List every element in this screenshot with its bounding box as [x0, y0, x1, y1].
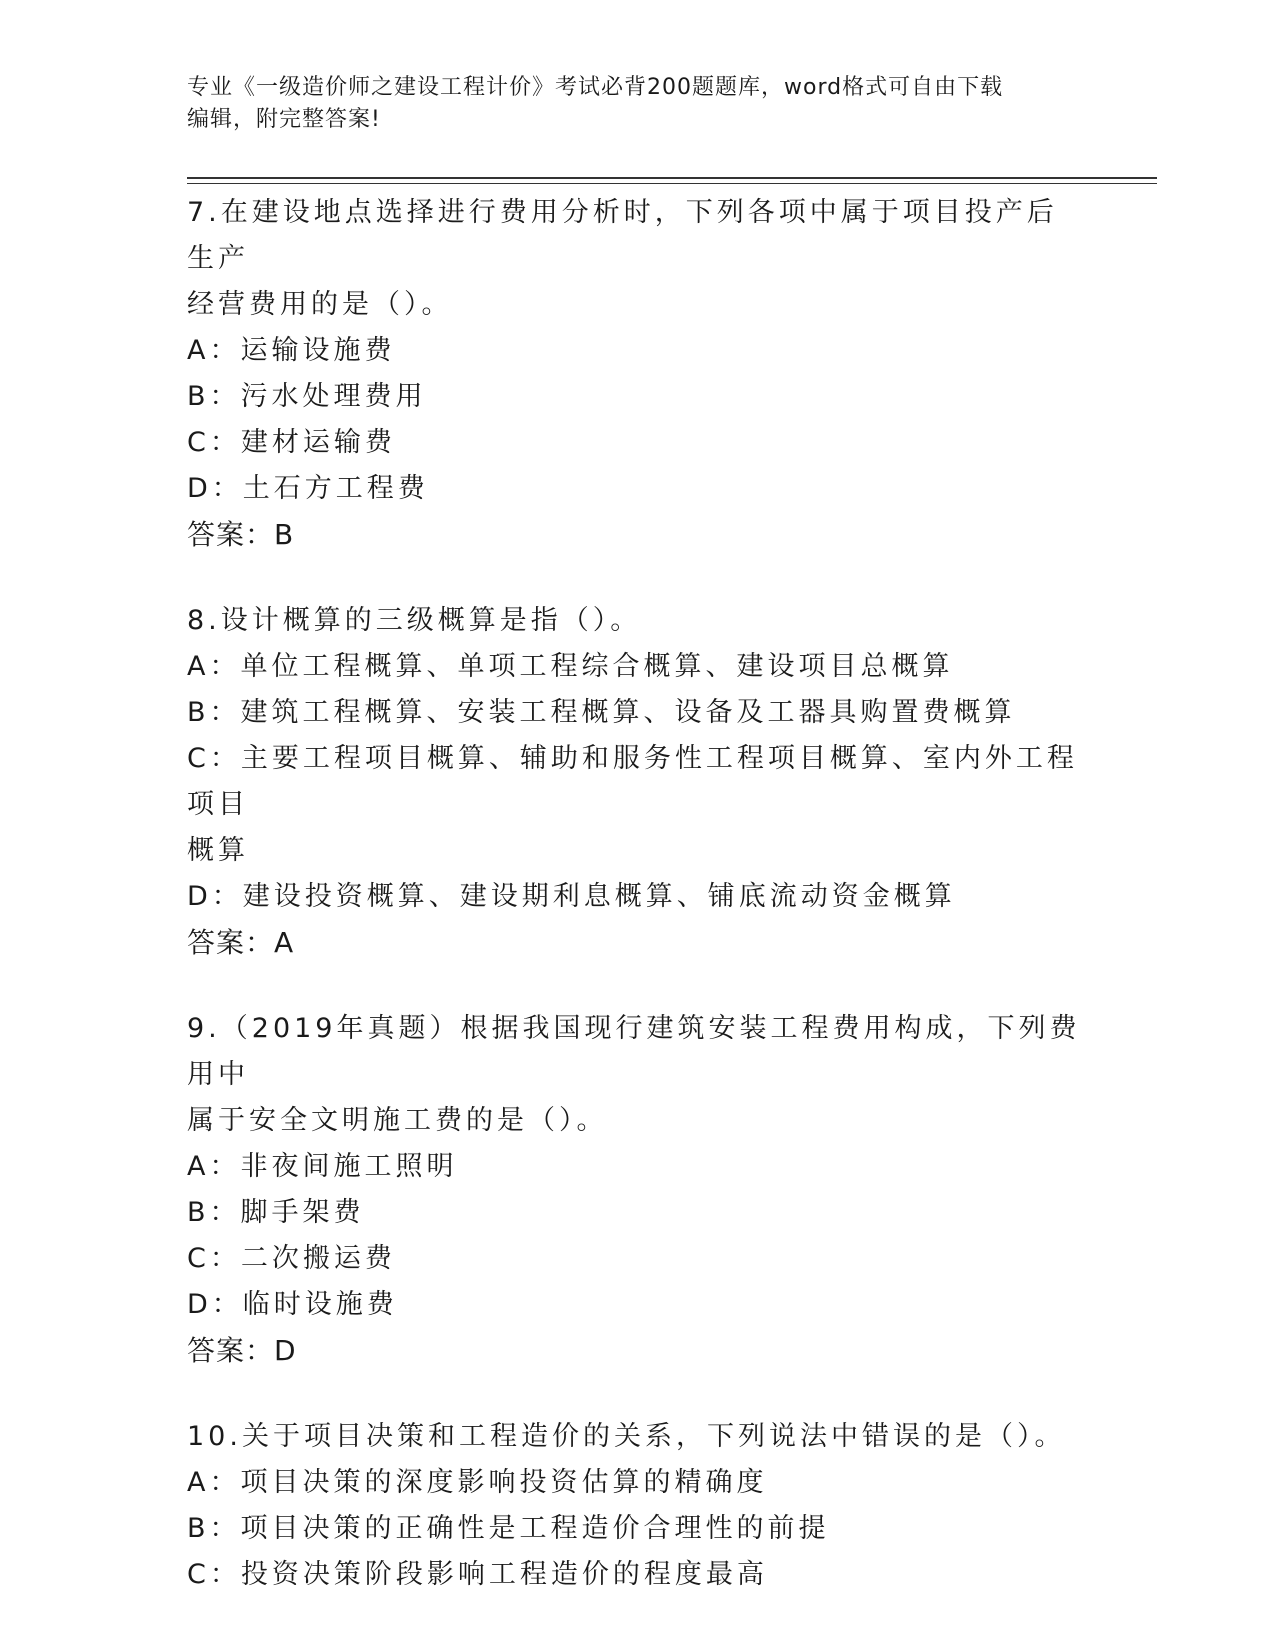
- option-a: A：项目决策的深度影响投资估算的精确度: [187, 1467, 768, 1498]
- option-b: B：脚手架费: [187, 1197, 365, 1228]
- header-divider-thin: [187, 183, 1157, 184]
- answer-line: 答案：A: [187, 926, 295, 959]
- question-7: [187, 190, 1087, 558]
- question-stem-line: 属于安全文明施工费的是（）。: [187, 1105, 608, 1136]
- question-stem-line: 8.设计概算的三级概算是指（）。: [187, 605, 642, 636]
- option-c: C：投资决策阶段影响工程造价的程度最高: [187, 1559, 768, 1590]
- option-d: D：建设投资概算、建设期利息概算、铺底流动资金概算: [187, 881, 956, 912]
- header-divider-thick: [187, 177, 1157, 179]
- document-header: [187, 72, 1087, 136]
- question-list: [187, 190, 1087, 1638]
- option-b: B：污水处理费用: [187, 381, 427, 412]
- option-a: A：单位工程概算、单项工程综合概算、建设项目总概算: [187, 651, 954, 682]
- question-stem-line: 9.（2019年真题）根据我国现行建筑安装工程费用构成，下列费用中: [187, 1013, 1081, 1090]
- question-stem-line: 10.关于项目决策和工程造价的关系，下列说法中错误的是（）。: [187, 1421, 1066, 1452]
- option-c-continuation: 概算: [187, 835, 249, 866]
- question-8: [187, 598, 1087, 966]
- option-b: B：项目决策的正确性是工程造价合理性的前提: [187, 1513, 830, 1544]
- question-9: [187, 1006, 1087, 1374]
- answer-line: 答案：D: [187, 1334, 297, 1367]
- option-a: A：运输设施费: [187, 335, 396, 366]
- option-d: D：土石方工程费: [187, 473, 429, 504]
- option-c: C：建材运输费: [187, 427, 396, 458]
- question-10: [187, 1414, 1087, 1598]
- option-c: C：主要工程项目概算、辅助和服务性工程项目概算、室内外工程项目: [187, 743, 1078, 820]
- option-b: B：建筑工程概算、安装工程概算、设备及工器具购置费概算: [187, 697, 1016, 728]
- question-stem-line: 经营费用的是（）。: [187, 289, 453, 320]
- answer-line: 答案：B: [187, 518, 295, 551]
- option-a: A：非夜间施工照明: [187, 1151, 458, 1182]
- question-stem-line: 7.在建设地点选择进行费用分析时，下列各项中属于项目投产后生产: [187, 197, 1058, 274]
- header-line-2: 编辑，附完整答案!: [187, 107, 381, 132]
- option-d: D：临时设施费: [187, 1289, 398, 1320]
- header-line-1: 专业《一级造价师之建设工程计价》考试必背200题题库，word格式可自由下载: [187, 75, 1004, 100]
- option-c: C：二次搬运费: [187, 1243, 396, 1274]
